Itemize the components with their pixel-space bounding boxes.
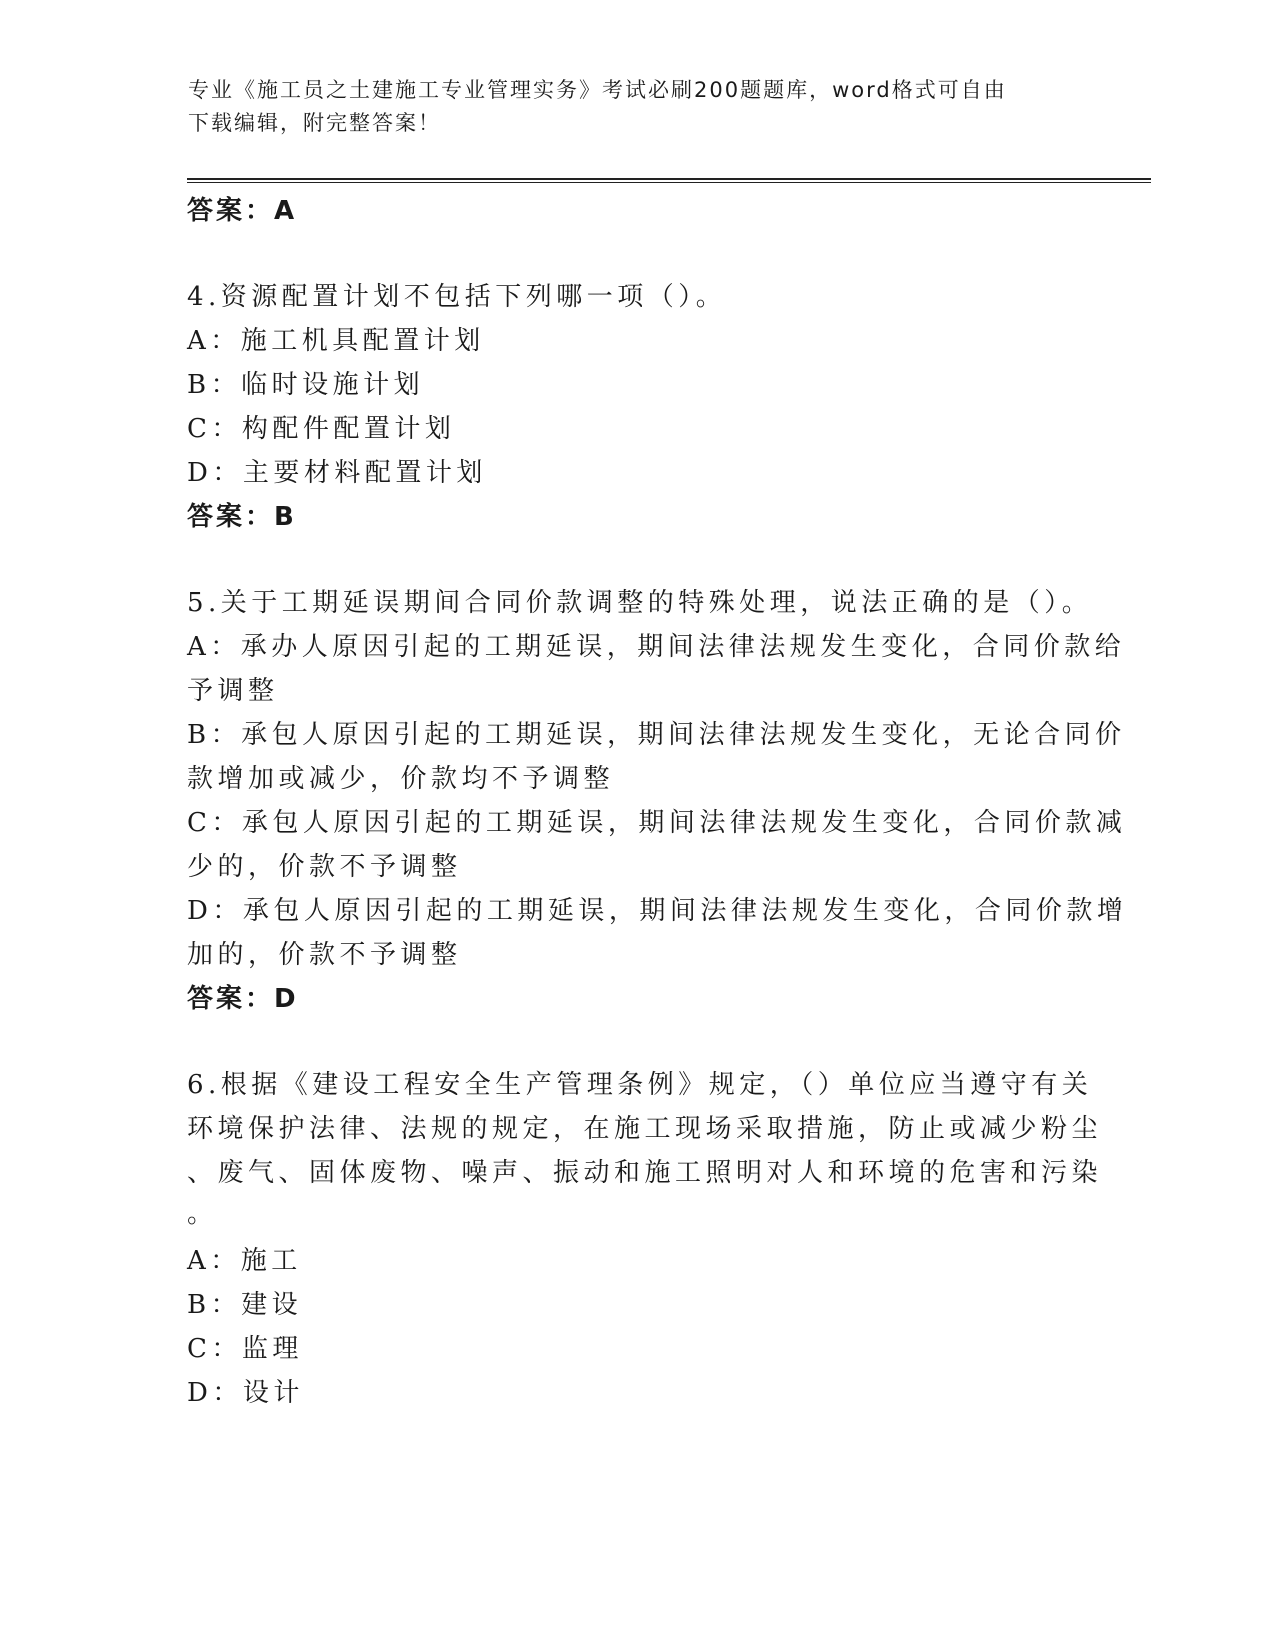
- question-5-option-a-line-2: 予调整: [187, 676, 279, 706]
- previous-answer: 答案：A: [187, 196, 298, 226]
- question-5-option-a-line-1: A：承办人原因引起的工期延误，期间法律法规发生变化，合同价款给: [187, 632, 1126, 662]
- question-6-option-b: B：建设: [187, 1290, 303, 1320]
- question-6-option-c: C：监理: [187, 1334, 303, 1364]
- question-4-option-d: D：主要材料配置计划: [187, 458, 487, 488]
- question-4-answer: 答案：B: [187, 502, 297, 532]
- header-divider-thin: [187, 182, 1151, 183]
- question-5-stem: 5.关于工期延误期间合同价款调整的特殊处理，说法正确的是（）。: [187, 588, 1093, 618]
- question-6-option-a: A：施工: [187, 1246, 302, 1276]
- question-5-option-d-line-1: D：承包人原因引起的工期延误，期间法律法规发生变化，合同价款增: [187, 896, 1128, 926]
- question-5-option-b-line-2: 款增加或减少，价款均不予调整: [187, 764, 615, 794]
- question-5-option-c-line-2: 少的，价款不予调整: [187, 852, 462, 882]
- question-5-option-c-line-1: C：承包人原因引起的工期延误，期间法律法规发生变化，合同价款减: [187, 808, 1127, 838]
- question-6-stem-line-3: 、废气、固体废物、噪声、振动和施工照明对人和环境的危害和污染: [187, 1158, 1103, 1188]
- question-6-stem-line-2: 环境保护法律、法规的规定，在施工现场采取措施，防止或减少粉尘: [187, 1114, 1103, 1144]
- document-header: [188, 74, 1088, 140]
- question-4-option-a: A：施工机具配置计划: [187, 326, 485, 356]
- header-divider-thick: [187, 178, 1151, 180]
- question-6-option-d: D：设计: [187, 1378, 304, 1408]
- question-4-option-b: B：临时设施计划: [187, 370, 425, 400]
- question-6-stem-line-4: 。: [187, 1199, 218, 1229]
- header-line-2: 下载编辑，附完整答案！: [188, 111, 441, 135]
- question-4-option-c: C：构配件配置计划: [187, 414, 456, 444]
- question-5-answer: 答案：D: [187, 984, 299, 1014]
- question-5-option-b-line-1: B：承包人原因引起的工期延误，期间法律法规发生变化，无论合同价: [187, 720, 1126, 750]
- question-6-stem-line-1: 6.根据《建设工程安全生产管理条例》规定，（）单位应当遵守有关: [187, 1070, 1093, 1100]
- question-5-option-d-line-2: 加的，价款不予调整: [187, 940, 462, 970]
- question-4-stem: 4.资源配置计划不包括下列哪一项（）。: [187, 282, 727, 312]
- header-line-1: 专业《施工员之土建施工专业管理实务》考试必刷200题题库，word格式可自由: [188, 78, 1007, 102]
